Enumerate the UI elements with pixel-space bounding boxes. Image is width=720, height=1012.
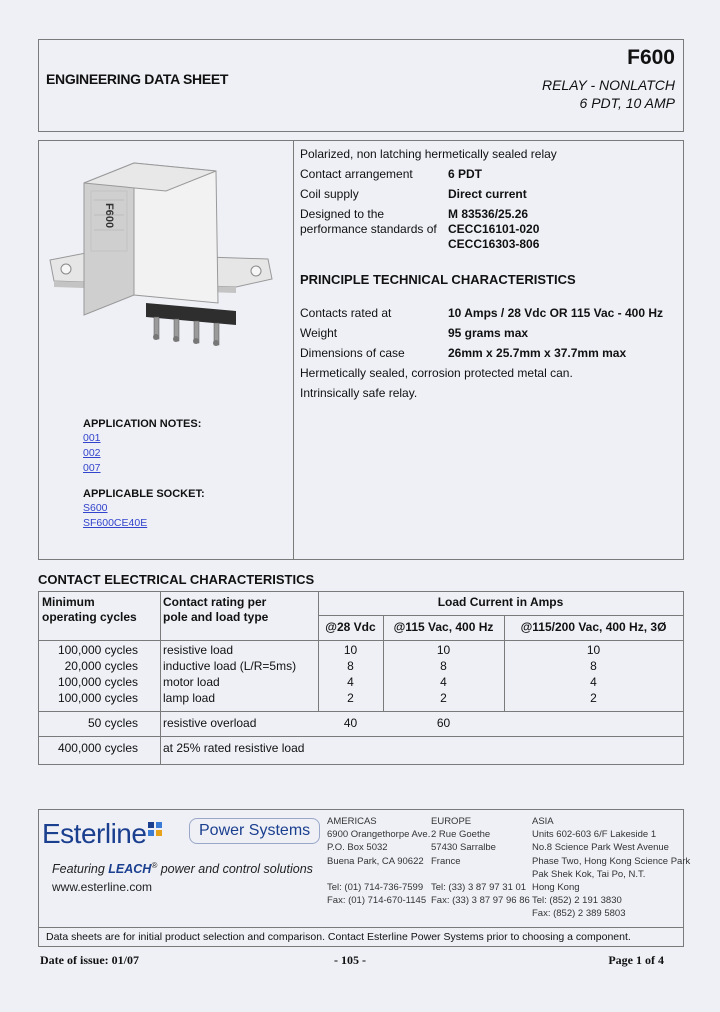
address-line: Units 602-603 6/F Lakeside 1 <box>532 829 657 841</box>
value-cell: 8 <box>440 659 447 673</box>
sub-header: @115/200 Vac, 400 Hz, 3Ø <box>520 620 667 634</box>
leach-brand: LEACH <box>108 862 152 877</box>
address-line: Fax: (01) 714-670-1145 <box>327 895 427 907</box>
principle-label: Contacts rated at <box>300 306 392 320</box>
table-divider <box>38 711 683 712</box>
brand-mark <box>148 822 162 836</box>
address-line <box>327 868 430 881</box>
socket-heading: APPLICABLE SOCKET: <box>83 488 205 500</box>
cycles-cell: 20,000 cycles <box>64 659 138 673</box>
americas-address <box>327 815 430 907</box>
app-notes-list <box>83 431 101 476</box>
value-cell: 2 <box>440 691 447 705</box>
featuring-pre: Featuring <box>52 862 109 877</box>
sub-header: @115 Vac, 400 Hz <box>393 620 494 634</box>
value-cell: 40 <box>343 716 358 730</box>
relay-marking-text: F600 <box>103 203 115 229</box>
socket-link[interactable]: SF600CE40E <box>83 517 148 529</box>
principle-note: Intrinsically safe relay. <box>300 386 418 400</box>
cycles-cell: 50 cycles <box>87 716 138 730</box>
header-subtitle-1: RELAY - NONLATCH <box>541 77 675 93</box>
app-note-link[interactable]: 002 <box>83 447 101 459</box>
load-current-header: Load Current in Amps <box>437 595 564 609</box>
socket-list <box>83 501 147 531</box>
asia-address <box>532 815 690 921</box>
address-line: Hong Kong <box>532 882 580 894</box>
value-cell: 10 <box>586 643 601 657</box>
table-divider <box>318 615 683 616</box>
table-divider <box>38 640 683 641</box>
address-line: ASIA <box>532 816 554 827</box>
relay-image <box>46 155 286 355</box>
page-of: Page 1 of 4 <box>608 953 664 967</box>
address-line: Tel: (01) 714-736-7599 <box>327 882 424 894</box>
standard-value: CECC16303-806 <box>448 237 540 251</box>
address-line: Fax: (852) 2 389 5803 <box>532 908 626 920</box>
table-divider <box>160 591 161 764</box>
issue-date: Date of issue: 01/07 <box>40 953 139 967</box>
address-line: Fax: (33) 3 87 97 96 86 <box>431 895 530 907</box>
col-header: Minimum <box>42 595 95 609</box>
address-line: 57430 Sarralbe <box>431 842 496 854</box>
value-cell: 2 <box>590 691 597 705</box>
app-notes-heading: APPLICATION NOTES: <box>83 418 202 430</box>
col-header: operating cycles <box>42 610 137 624</box>
type-cell: inductive load (L/R=5ms) <box>163 659 297 673</box>
col-header: Contact rating per <box>163 595 267 609</box>
cycles-cell: 100,000 cycles <box>57 691 138 705</box>
address-line: P.O. Box 5032 <box>327 842 388 854</box>
value-cell: 4 <box>440 675 447 689</box>
contact-table-heading: CONTACT ELECTRICAL CHARACTERISTICS <box>38 572 315 587</box>
featuring-line <box>52 861 313 876</box>
address-line: Pak Shek Kok, Tai Po, N.T. <box>532 868 646 880</box>
type-cell: lamp load <box>163 691 216 705</box>
type-cell: motor load <box>163 675 220 689</box>
app-note-link[interactable]: 001 <box>83 432 101 444</box>
principle-note: Hermetically sealed, corrosion protected metal can. <box>300 366 573 380</box>
type-cell: resistive overload <box>163 716 257 730</box>
address-line: Phase Two, Hong Kong Science Park <box>532 855 691 867</box>
value-cell: 2 <box>347 691 354 705</box>
value-cell: 60 <box>436 716 451 730</box>
app-note-link[interactable]: 007 <box>83 462 101 474</box>
principle-heading: PRINCIPLE TECHNICAL CHARACTERISTICS <box>300 272 576 287</box>
col-header: pole and load type <box>163 610 269 624</box>
spec-label: Contact arrangement <box>300 167 413 181</box>
spec-value: 6 PDT <box>448 167 483 181</box>
address-line: Buena Park, CA 90622 <box>327 855 424 867</box>
description-intro: Polarized, non latching hermetically sealed relay <box>300 147 557 161</box>
website-link[interactable]: www.esterline.com <box>52 880 153 894</box>
power-systems-badge: Power Systems <box>189 818 320 844</box>
address-line: 2 Rue Goethe <box>431 829 491 841</box>
address-line: No.8 Science Park West Avenue <box>532 842 669 854</box>
value-cell: 10 <box>436 643 451 657</box>
address-line: Tel: (852) 2 191 3830 <box>532 895 622 907</box>
value-cell: 8 <box>590 659 597 673</box>
spec-label: Coil supply <box>300 187 359 201</box>
address-line: 6900 Orangethorpe Ave. <box>327 829 431 841</box>
brand-name: Esterline <box>42 818 147 849</box>
europe-address <box>431 815 530 907</box>
value-cell: 10 <box>343 643 358 657</box>
cycles-cell: 100,000 cycles <box>57 675 138 689</box>
principle-label: Dimensions of case <box>300 346 405 360</box>
principle-label: Weight <box>300 326 338 340</box>
header-subtitle-2: 6 PDT, 10 AMP <box>579 95 675 111</box>
type-cell: at 25% rated resistive load <box>163 741 305 755</box>
value-cell: 4 <box>347 675 354 689</box>
page-number: - 105 - <box>334 953 366 967</box>
disclaimer: Data sheets are for initial product selection and comparison. Contact Esterline Power Systems prior to choosing a component. <box>46 931 631 943</box>
standard-value: CECC16101-020 <box>448 222 540 236</box>
spec-value: Direct current <box>448 187 527 201</box>
principle-value: 95 grams max <box>448 326 529 340</box>
designed-label-2: performance standards of <box>300 222 437 236</box>
cycles-cell: 400,000 cycles <box>57 741 138 755</box>
address-line <box>431 868 530 881</box>
value-cell: 4 <box>590 675 597 689</box>
principle-value: 26mm x 25.7mm x 37.7mm max <box>448 346 627 360</box>
designed-label-1: Designed to the <box>300 207 385 221</box>
registered-mark: ® <box>151 861 158 870</box>
footer-divider <box>38 927 683 928</box>
cycles-cell: 100,000 cycles <box>57 643 138 657</box>
principle-value: 10 Amps / 28 Vdc OR 115 Vac - 400 Hz <box>448 306 664 320</box>
esterline-logo <box>42 816 162 852</box>
doc-type-title: ENGINEERING DATA SHEET <box>46 71 229 87</box>
table-divider <box>38 736 683 737</box>
product-box-divider <box>293 140 294 559</box>
featuring-post: power and control solutions <box>157 862 313 877</box>
address-line: EUROPE <box>431 816 472 827</box>
address-line: AMERICAS <box>327 816 377 827</box>
model-number: F600 <box>627 46 675 69</box>
type-cell: resistive load <box>163 643 234 657</box>
sub-header: @28 Vdc <box>325 620 376 634</box>
socket-link[interactable]: S600 <box>83 502 108 514</box>
address-line: France <box>431 855 461 867</box>
value-cell: 8 <box>347 659 354 673</box>
address-line: Tel: (33) 3 87 97 31 01 <box>431 882 527 894</box>
standard-value: M 83536/25.26 <box>448 207 529 221</box>
